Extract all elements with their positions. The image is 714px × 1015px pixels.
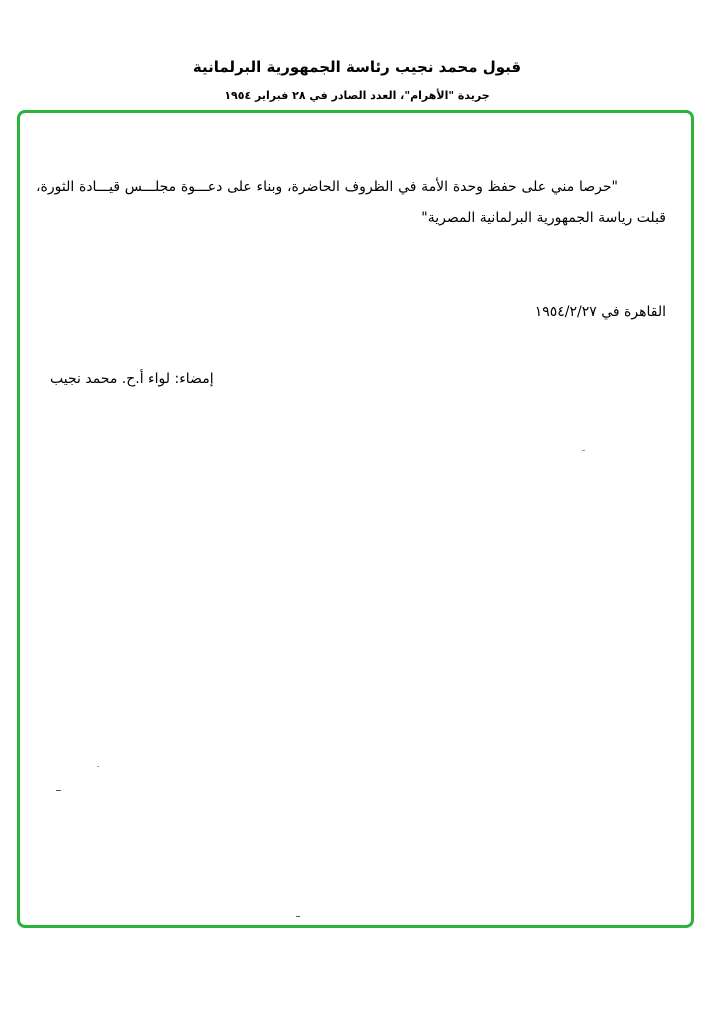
document-subtitle: جريدة "الأهرام"، العدد الصادر في ٢٨ فبراير ١٩٥٤: [224, 89, 490, 102]
quote-text: "حرصا مني على حفظ وحدة الأمة في الظروف الحاضرة، وبناء على دعـــوة مجلـــس قيـــادة الثورة، قبلت رياسة الجمهورية البرلمانية المصرية": [36, 179, 666, 226]
place-date: القاهرة في ١٩٥٤/٢/٢٧: [534, 304, 666, 320]
scan-speck: [97, 766, 99, 767]
document-title: قبول محمد نجيب رئاسة الجمهورية البرلمانية: [192, 58, 522, 76]
scan-speck: [296, 916, 300, 917]
scan-speck: [582, 450, 585, 451]
signature: إمضاء: لواء أ.ح. محمد نجيب: [50, 371, 214, 387]
scan-speck: [56, 790, 61, 791]
